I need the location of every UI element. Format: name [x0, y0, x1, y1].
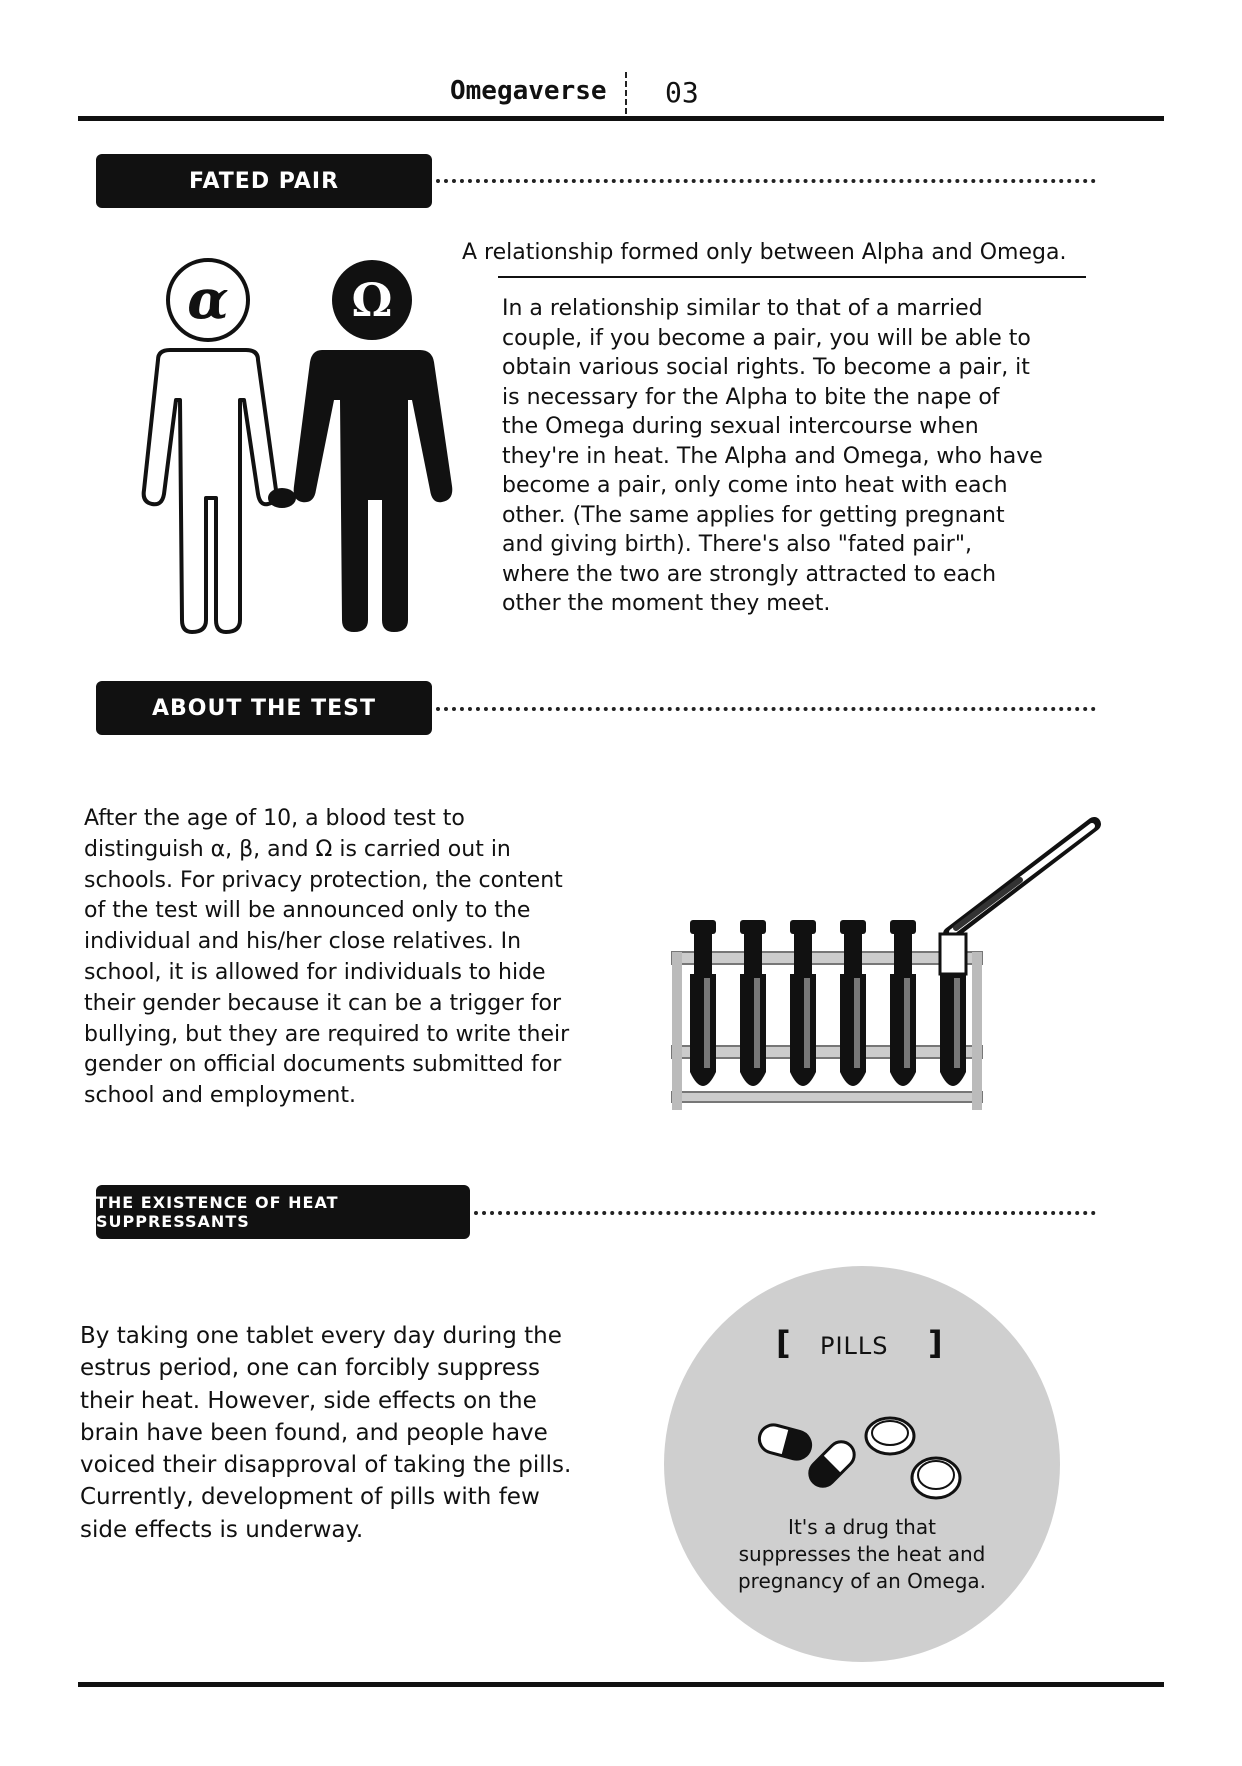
section-heading-suppressants: THE EXISTENCE OF HEAT SUPPRESSANTS [96, 1185, 470, 1239]
fated-pair-lead: A relationship formed only between Alpha and Omega. [462, 240, 1067, 265]
pills-icon [740, 1400, 980, 1520]
omega-body-icon [294, 350, 453, 632]
test-tube-rack-icon [660, 810, 1110, 1122]
alpha-omega-figures-icon [120, 250, 460, 640]
alpha-body-icon [144, 350, 277, 632]
section-heading-about-test: ABOUT THE TEST [96, 681, 432, 735]
bracket-left-icon: [ [776, 1324, 791, 1362]
pills-caption: It's a drug that suppresses the heat and pregnancy of an Omega. [737, 1515, 987, 1593]
bracket-right-icon: ] [928, 1324, 943, 1362]
header-separator [625, 72, 627, 114]
pills-label: PILLS [820, 1332, 889, 1360]
suppressants-body: By taking one tablet every day during the estrus period, one can forcibly suppress their heat. However, side effects on the brain have been found, and people have voiced their disapproval of taking the pills. Currently, development of pills with few side effects is underway. [80, 1323, 572, 1543]
joined-hands-icon [268, 488, 296, 508]
section-heading-fated-pair: FATED PAIR [96, 154, 432, 208]
fated-pair-body: In a relationship similar to that of a married couple, if you become a pair, you will be able to obtain various social rights. To become a pair, it is necessary for the Alpha to bite the nape of the Omega during sexual intercourse when they're in heat. The Alpha and Omega, who have become a pair, only come into heat with each other. (The same applies for getting pregnant and giving birth). There's also "fated pair", where the two are strongly attracted to each other the moment they meet. [502, 296, 1043, 616]
dotted-leader [436, 179, 1096, 183]
alpha-symbol: α [187, 267, 229, 331]
dotted-leader [436, 707, 1096, 711]
header-title: Omegaverse [450, 76, 607, 106]
header-rule [78, 116, 1164, 121]
dotted-leader [474, 1211, 1096, 1215]
lead-underline [498, 276, 1086, 278]
omega-symbol: Ω [351, 273, 393, 327]
page-number: 03 [665, 76, 699, 109]
about-test-body: After the age of 10, a blood test to distinguish α, β, and Ω is carried out in schools. For privacy protection, the content of the test will be announced only to the individual and his/her close relatives. In school, it is allowed for individuals to hide their gender because it can be a trigger for bullying, but they are required to write their gender on official documents submitted for school and employment. [84, 806, 570, 1109]
footer-rule [78, 1682, 1164, 1687]
